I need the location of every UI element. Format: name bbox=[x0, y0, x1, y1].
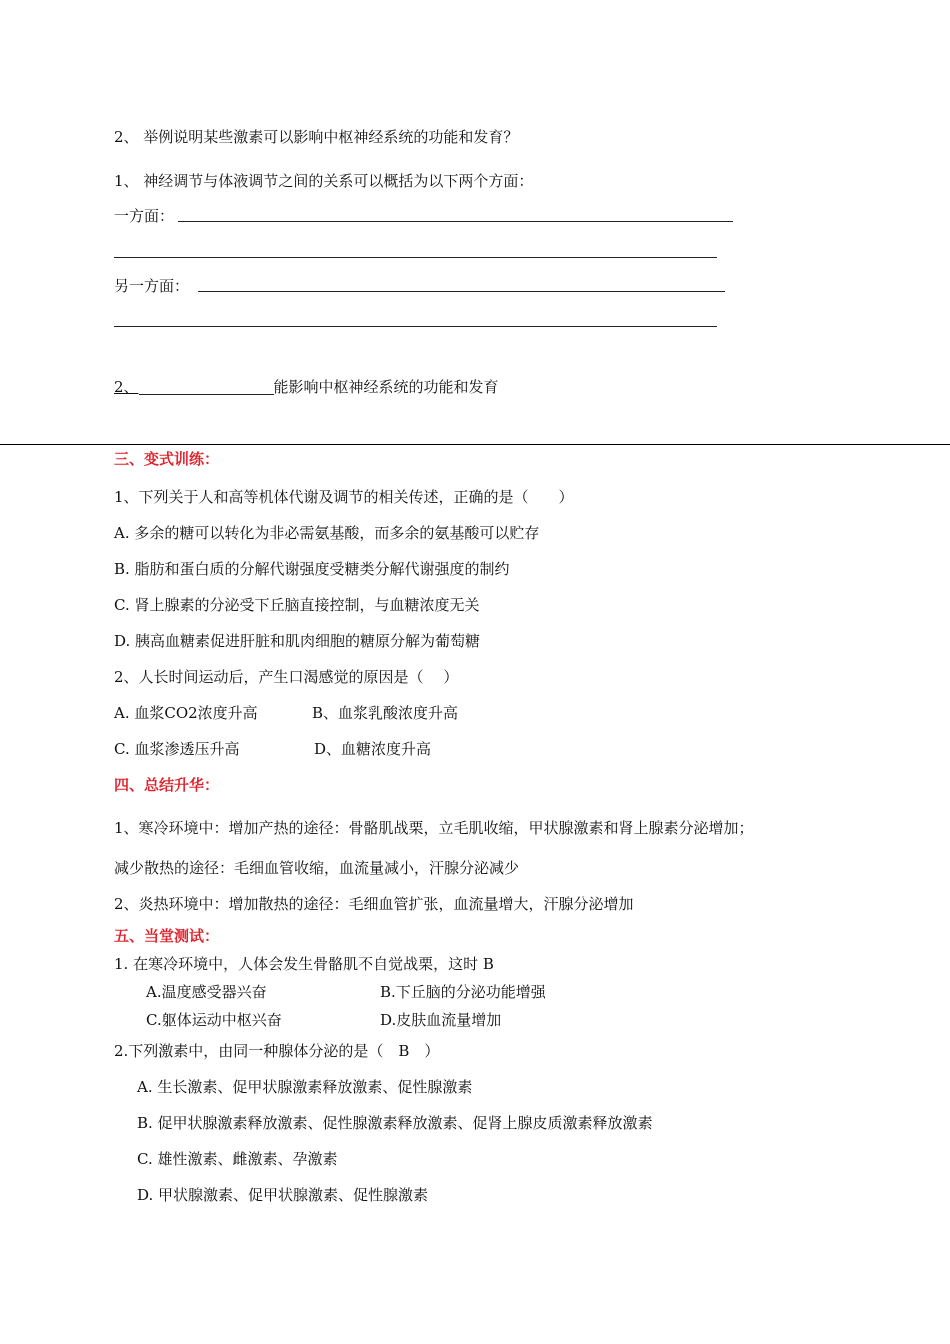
section-4-heading: 四、总结升华： bbox=[114, 776, 220, 794]
s5-q2-option-b: B. 促甲状腺激素释放激素、促性腺激素释放激素、促肾上腺皮质激素释放激素 bbox=[137, 1114, 653, 1132]
s5-question-2: 2.下列激素中，由同一种腺体分泌的是（ B ） bbox=[114, 1042, 440, 1060]
answer-2-text: 能影响中枢神经系统的功能和发育 bbox=[273, 378, 499, 396]
section-5-heading: 五、当堂测试： bbox=[114, 927, 220, 945]
s5-q1-option-d: D.皮肤血流量增加 bbox=[380, 1011, 502, 1029]
one-side-blank[interactable] bbox=[178, 221, 733, 222]
question-2-heading: 2、 举例说明某些激素可以影响中枢神经系统的功能和发育？ bbox=[114, 128, 519, 146]
s4-line-1: 1、寒冷环境中：增加产热的途径：骨骼肌战栗，立毛肌收缩，甲状腺激素和肾上腺素分泌增加； bbox=[114, 819, 754, 837]
s3-q1-option-d: D. 胰高血糖素促进肝脏和肌肉细胞的糖原分解为葡萄糖 bbox=[114, 632, 481, 650]
s4-line-3: 2、炎热环境中：增加散热的途径：毛细血管扩张，血流量增大，汗腺分泌增加 bbox=[114, 895, 634, 913]
s5-question-1: 1. 在寒冷环境中，人体会发生骨骼肌不自觉战栗，这时 B bbox=[114, 955, 494, 973]
one-side-label: 一方面： bbox=[114, 207, 175, 225]
other-side-label: 另一方面： bbox=[114, 277, 190, 295]
s3-q2-option-d: D、血糖浓度升高 bbox=[314, 740, 432, 758]
answer-1-heading: 1、 神经调节与体液调节之间的关系可以概括为以下两个方面： bbox=[114, 172, 534, 190]
answer-2-line bbox=[114, 377, 499, 397]
s3-q2-option-a: A. 血浆CO2浓度升高 bbox=[114, 704, 258, 722]
s3-q1-option-b: B. 脂肪和蛋白质的分解代谢强度受糖类分解代谢强度的制约 bbox=[114, 560, 510, 578]
section-3-heading: 三、变式训练： bbox=[114, 450, 220, 468]
s5-q2-option-c: C. 雄性激素、雌激素、孕激素 bbox=[137, 1150, 338, 1168]
other-side-blank-continued[interactable] bbox=[114, 326, 717, 327]
s3-q2-option-c: C. 血浆渗透压升高 bbox=[114, 740, 240, 758]
answer-2-blank[interactable] bbox=[139, 378, 274, 395]
s5-q2-option-d: D. 甲状腺激素、促甲状腺激素、促性腺激素 bbox=[137, 1186, 429, 1204]
s5-q1-option-b: B.下丘脑的分泌功能增强 bbox=[380, 983, 546, 1001]
one-side-blank-continued[interactable] bbox=[114, 257, 717, 258]
s3-question-1: 1、下列关于人和高等机体代谢及调节的相关传述，正确的是（ ） bbox=[114, 488, 574, 506]
section-divider bbox=[0, 444, 950, 445]
s3-q1-option-c: C. 肾上腺素的分泌受下丘脑直接控制，与血糖浓度无关 bbox=[114, 596, 480, 614]
s5-q1-option-c: C.躯体运动中枢兴奋 bbox=[146, 1011, 282, 1029]
other-side-blank[interactable] bbox=[198, 291, 725, 292]
s4-line-2: 减少散热的途径：毛细血管收缩，血流量减小，汗腺分泌减少 bbox=[114, 859, 520, 877]
answer-2-number: 2、 bbox=[114, 378, 139, 396]
s5-q2-option-a: A. 生长激素、促甲状腺激素释放激素、促性腺激素 bbox=[137, 1078, 473, 1096]
s3-question-2: 2、人长时间运动后，产生口渴感觉的原因是（ ） bbox=[114, 668, 459, 686]
s3-q1-option-a: A. 多余的糖可以转化为非必需氨基酸，而多余的氨基酸可以贮存 bbox=[114, 524, 540, 542]
s5-q1-option-a: A.温度感受器兴奋 bbox=[146, 983, 267, 1001]
s3-q2-option-b: B、血浆乳酸浓度升高 bbox=[312, 704, 459, 722]
